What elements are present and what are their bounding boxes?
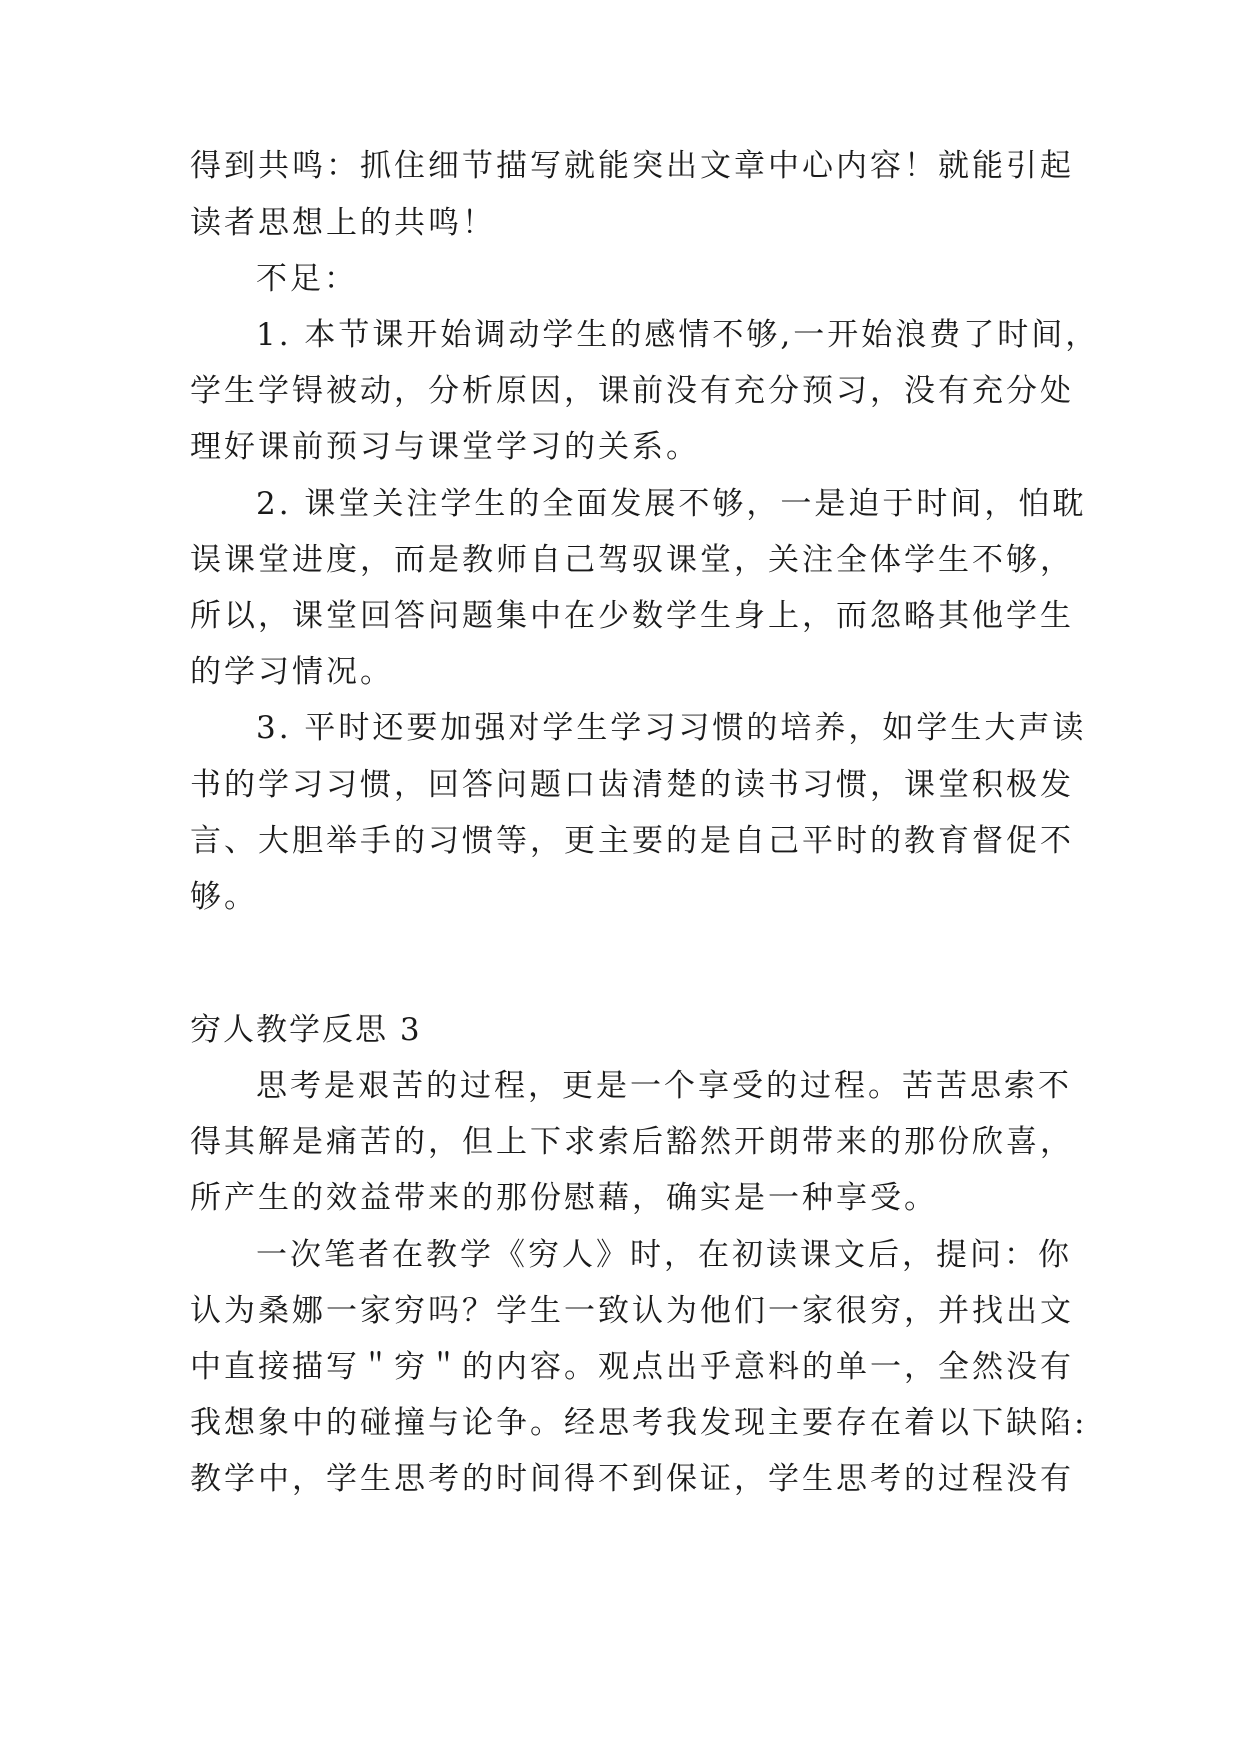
text-line: 得到共鸣：抓住细节描写就能突出文章中心内容！就能引起: [190, 148, 1074, 184]
text-line: 所以，课堂回答问题集中在少数学生身上，而忽略其他学生: [190, 598, 1074, 634]
text-line: 的学习情况。: [190, 654, 394, 690]
paragraph-start: 一次笔者在教学《穷人》时，在初读课文后，提问：你: [256, 1237, 1072, 1273]
section-heading: 穷人教学反思 3: [190, 1012, 422, 1048]
text-line: 学生学锝被动，分析原因，课前没有充分预习，没有充分处: [190, 373, 1074, 409]
section-label: 不足：: [256, 261, 358, 297]
text-line: 理好课前预习与课堂学习的关系。: [190, 429, 700, 465]
list-item-3: 3. 平时还要加强对学生学习习惯的培养，如学生大声读: [256, 710, 1087, 746]
text-line: 误课堂进度，而是教师自己驾驭课堂，关注全体学生不够，: [190, 542, 1074, 578]
text-line: 读者思想上的共鸣！: [190, 205, 496, 241]
text-line: 书的学习习惯，回答问题口齿清楚的读书习惯，课堂积极发: [190, 767, 1074, 803]
list-item-1: 1. 本节课开始调动学生的感情不够,一开始浪费了时间，: [256, 317, 1100, 353]
paragraph-start: 思考是艰苦的过程，更是一个享受的过程。苦苦思索不: [256, 1068, 1072, 1104]
list-item-2: 2. 课堂关注学生的全面发展不够，一是迫于时间，怕耽: [256, 486, 1087, 522]
text-line: 教学中，学生思考的时间得不到保证，学生思考的过程没有: [190, 1461, 1074, 1497]
text-line: 我想象中的碰撞与论争。经思考我发现主要存在着以下缺陷:: [190, 1405, 1088, 1441]
text-line: 言、大胆举手的习惯等，更主要的是自己平时的教育督促不: [190, 823, 1074, 859]
text-line: 够。: [190, 879, 258, 915]
text-line: 得其解是痛苦的，但上下求索后豁然开朗带来的那份欣喜，: [190, 1124, 1074, 1160]
text-line: 中直接描写＂穷＂的内容。观点出乎意料的单一，全然没有: [190, 1349, 1074, 1385]
text-line: 所产生的效益带来的那份慰藉，确实是一种享受。: [190, 1180, 938, 1216]
text-line: 认为桑娜一家穷吗？学生一致认为他们一家很穷，并找出文: [190, 1293, 1074, 1329]
